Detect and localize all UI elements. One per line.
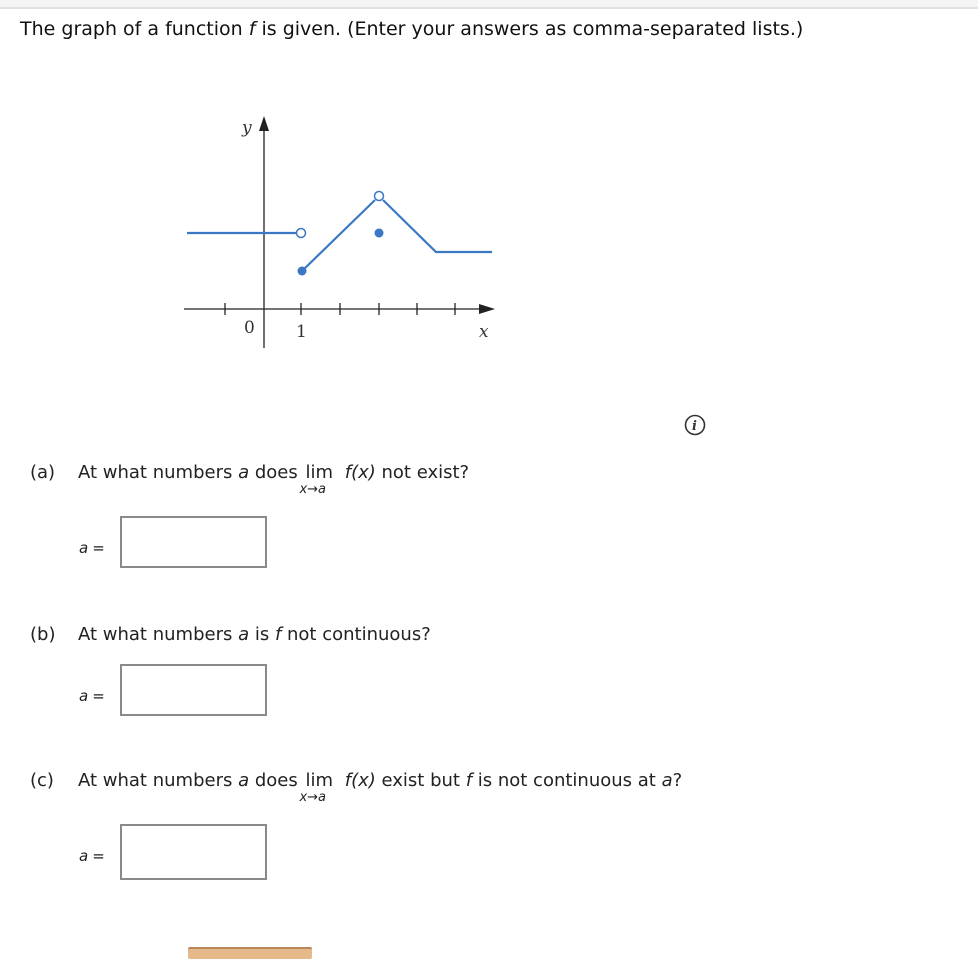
y-axis-label: y (242, 118, 252, 138)
question-text: ? (672, 770, 683, 791)
open-point (375, 192, 384, 201)
question-text: not continuous? (281, 624, 431, 645)
var-a: a (661, 770, 673, 791)
question-c (30, 770, 683, 805)
question-text: exist but (375, 770, 466, 791)
question-text: not exist? (375, 462, 470, 483)
intro-f: f (248, 18, 256, 40)
fx: f(x) (344, 462, 376, 483)
question-text: At what numbers (78, 462, 239, 483)
x-axis-label: x (479, 322, 489, 342)
x-axis-arrow-icon (479, 304, 495, 314)
question-text: does (249, 770, 304, 791)
question-b (30, 624, 431, 645)
question-b-label: (b) (30, 624, 56, 645)
question-text: At what numbers (78, 770, 239, 791)
question-text: is (249, 624, 275, 645)
var-a: a (238, 624, 250, 645)
var-a: a (238, 770, 250, 791)
limit-notation (299, 462, 333, 497)
question-text: does (249, 462, 304, 483)
answer-c-input[interactable] (120, 824, 267, 880)
question-text: is not continuous at (472, 770, 662, 791)
answer-a-input[interactable] (120, 516, 267, 568)
function-graph (170, 100, 510, 360)
open-point (297, 229, 306, 238)
answer-a-label: a = (79, 539, 105, 557)
y-axis-arrow-icon (259, 116, 269, 131)
instructions (20, 18, 803, 40)
limit-notation (299, 770, 333, 805)
closed-point (375, 229, 384, 238)
lim-text: lim (305, 462, 333, 483)
answer-b-label: a = (79, 687, 105, 705)
answer-b-input[interactable] (120, 664, 267, 716)
closed-point (298, 267, 307, 276)
var-f: f (274, 624, 282, 645)
answer-c-label: a = (79, 847, 105, 865)
intro-text: The graph of a function (20, 18, 249, 40)
question-c-label: (c) (30, 770, 54, 791)
segment-falling (383, 200, 492, 252)
lim-subscript: x→a (299, 790, 327, 805)
segment-rising (302, 200, 375, 271)
question-a (30, 462, 470, 497)
svg-text:i: i (692, 419, 697, 434)
var-a: a (238, 462, 250, 483)
lim-text: lim (305, 770, 333, 791)
fx: f(x) (344, 770, 376, 791)
var-f: f (465, 770, 473, 791)
origin-label: 0 (244, 318, 255, 338)
submit-button[interactable] (188, 947, 312, 959)
intro-text-rest: is given. (Enter your answers as comma-separated lists.) (255, 18, 804, 40)
top-border (0, 0, 978, 9)
question-a-label: (a) (30, 462, 56, 483)
info-icon[interactable] (684, 414, 706, 436)
question-text: At what numbers (78, 624, 239, 645)
tick-label-1: 1 (296, 322, 307, 342)
lim-subscript: x→a (299, 482, 327, 497)
